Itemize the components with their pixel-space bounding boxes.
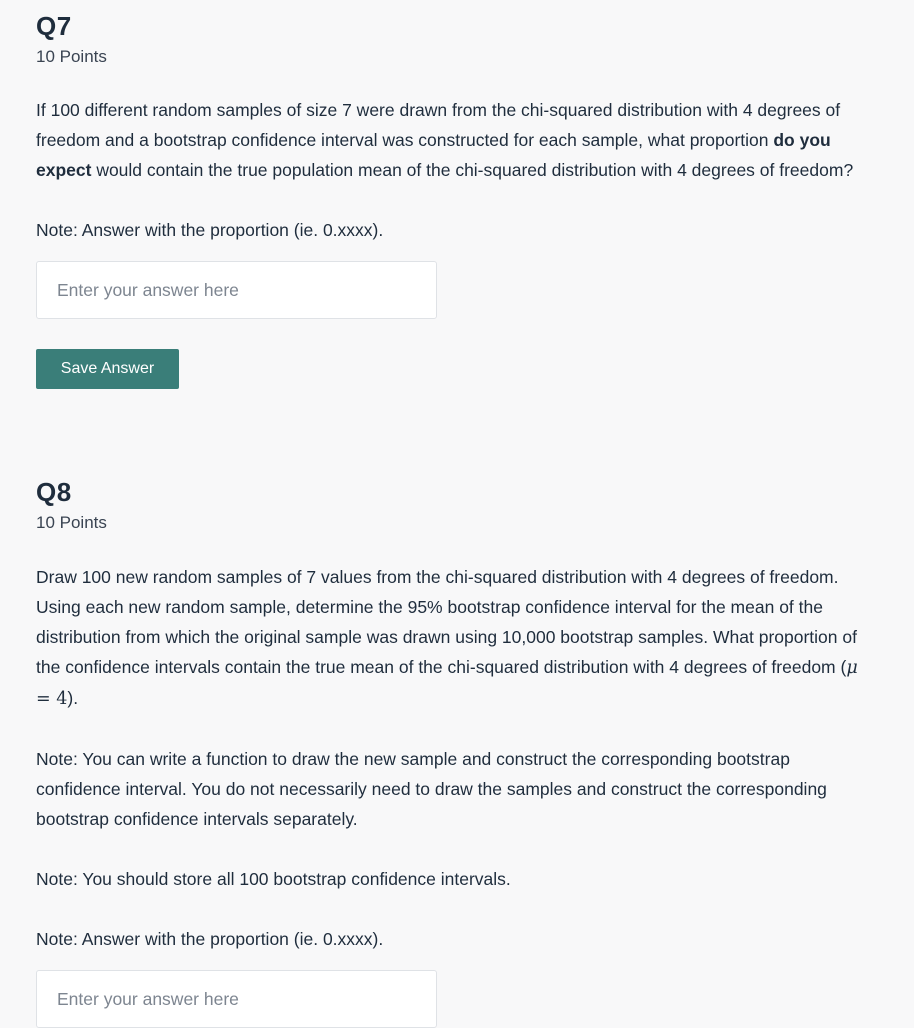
question-text-part2: would contain the true population mean of the chi-squared distribution with 4 degrees of freedom? <box>91 160 854 180</box>
question-points: 10 Points <box>36 47 107 66</box>
question-note-store: Note: You should store all 100 bootstrap confidence intervals. <box>36 869 511 889</box>
save-answer-button[interactable]: Save Answer <box>36 349 179 389</box>
question-text <box>36 562 876 714</box>
question-text-end: ). <box>67 688 79 708</box>
math-equals-value: = 4 <box>36 689 68 709</box>
question-text-emphasis: do you expect <box>36 130 831 180</box>
answer-input[interactable] <box>36 970 437 1028</box>
question-note-format: Note: Answer with the proportion (ie. 0.xxxx). <box>36 929 384 949</box>
question-title: Q7 <box>36 11 72 41</box>
question-points: 10 Points <box>36 513 107 532</box>
question-q7 <box>36 10 876 389</box>
question-text-main: Draw 100 new random samples of 7 values from the chi-squared distribution with 4 degrees of freedom. Using each new random sample, determine the 95% bootstrap confidence interval for the mean of the distribution from which the original sample was drawn using 10,000 bootstrap samples. What proportion of the confidence intervals contain the true mean of the chi-squared distribution with 4 degrees of freedom ( <box>36 567 857 677</box>
question-note: Note: Answer with the proportion (ie. 0.xxxx). <box>36 220 384 240</box>
question-title: Q8 <box>36 477 72 507</box>
question-note-function: Note: You can write a function to draw the new sample and construct the corresponding bootstrap confidence interval. You do not necessarily need to draw the samples and construct the corresponding bootstrap confidence intervals separately. <box>36 749 827 829</box>
question-q8 <box>36 476 876 1028</box>
question-text-part1: If 100 different random samples of size 7 were drawn from the chi-squared distribution with 4 degrees of freedom and a bootstrap confidence interval was constructed for each sample, what proportion <box>36 100 841 150</box>
math-mu-symbol: μ <box>846 658 858 678</box>
answer-input[interactable] <box>36 261 437 319</box>
question-text <box>36 95 876 185</box>
